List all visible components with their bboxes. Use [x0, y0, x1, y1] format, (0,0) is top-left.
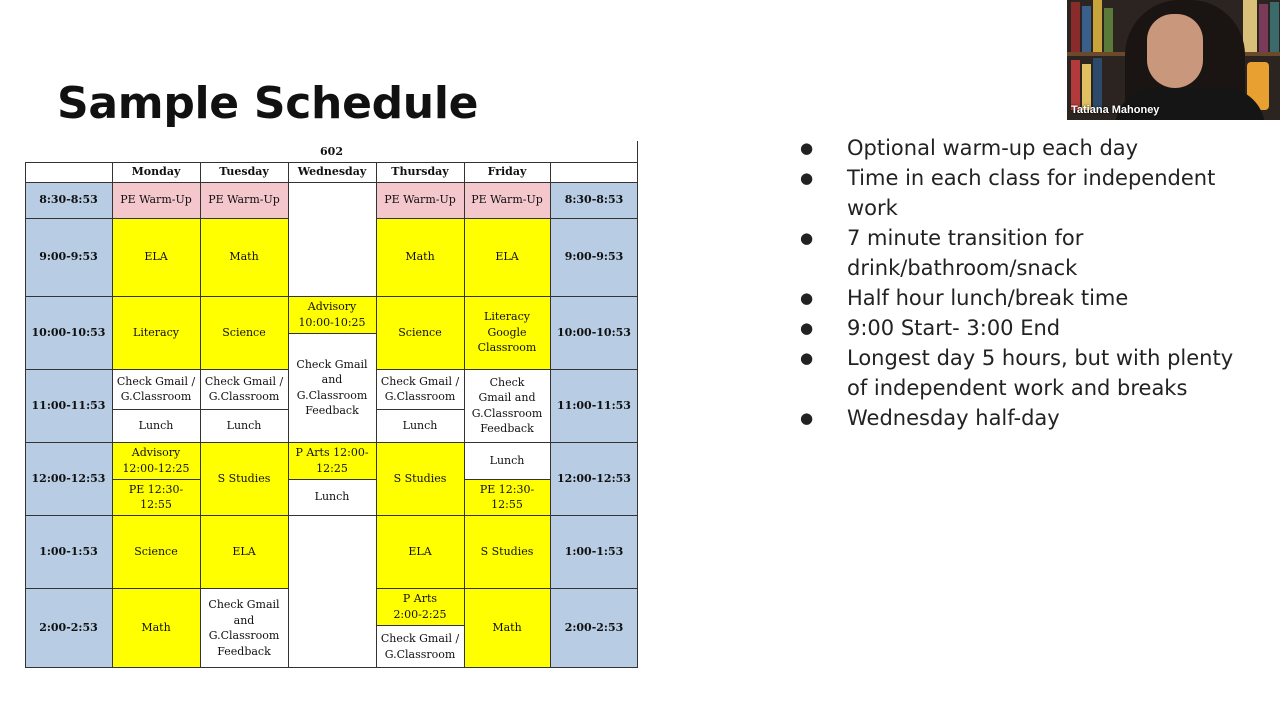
- wednesday-blank-top: [288, 182, 376, 296]
- monday-warmup: PE Warm-Up: [112, 182, 200, 218]
- time-left-1: 9:00-9:53: [25, 218, 112, 296]
- schedule-table: [25, 141, 638, 668]
- grid-line: [25, 588, 288, 589]
- time-left-0: 8:30-8:53: [25, 182, 112, 218]
- grid-line: [288, 333, 376, 334]
- wednesday-lunch: Lunch: [288, 479, 376, 515]
- grid-line: [376, 588, 638, 589]
- header-wednesday: Wednesday: [288, 162, 376, 182]
- thursday-p6a: P Arts 2:00-2:25: [376, 588, 464, 625]
- time-left-2: 10:00-10:53: [25, 296, 112, 369]
- tuesday-p6: Check Gmail and G.Classroom Feedback: [200, 588, 288, 668]
- tuesday-p1: Math: [200, 218, 288, 296]
- bullet-item: ● Optional warm-up each day: [800, 133, 1240, 163]
- book-icon: [1104, 8, 1113, 52]
- bullet-list: [800, 133, 1240, 433]
- grid-line: [200, 162, 201, 668]
- thursday-warmup: PE Warm-Up: [376, 182, 464, 218]
- monday-p2: Literacy: [112, 296, 200, 369]
- time-right-4: 12:00-12:53: [550, 442, 638, 515]
- book-icon: [1270, 2, 1279, 52]
- grid-line: [112, 479, 200, 480]
- time-right-3: 11:00-11:53: [550, 369, 638, 442]
- grid-line: [464, 162, 465, 668]
- grid-line: [25, 667, 638, 668]
- grid-line: [25, 182, 638, 183]
- book-icon: [1093, 58, 1102, 110]
- time-left-3: 11:00-11:53: [25, 369, 112, 442]
- class-code: 602: [25, 141, 638, 162]
- time-left-6: 2:00-2:53: [25, 588, 112, 668]
- monday-p3b: Lunch: [112, 409, 200, 442]
- book-icon: [1071, 2, 1080, 52]
- thursday-p3b: Lunch: [376, 409, 464, 442]
- book-icon: [1082, 6, 1091, 52]
- friday-warmup: PE Warm-Up: [464, 182, 550, 218]
- monday-p4a: Advisory 12:00-12:25: [112, 442, 200, 479]
- grid-line: [25, 296, 638, 297]
- friday-p6: Math: [464, 588, 550, 668]
- friday-p5: S Studies: [464, 515, 550, 588]
- participant-name: Tatiana Mahoney: [1071, 104, 1160, 116]
- tuesday-p3a: Check Gmail / G.Classroom: [200, 369, 288, 409]
- grid-line: [25, 162, 638, 163]
- time-right-5: 1:00-1:53: [550, 515, 638, 588]
- grid-line: [376, 218, 638, 219]
- header-tuesday: Tuesday: [200, 162, 288, 182]
- time-left-5: 1:00-1:53: [25, 515, 112, 588]
- book-icon: [1259, 4, 1268, 52]
- grid-line: [25, 515, 638, 516]
- grid-line: [637, 141, 638, 668]
- monday-p6: Math: [112, 588, 200, 668]
- time-right-0: 8:30-8:53: [550, 182, 638, 218]
- grid-line: [288, 479, 376, 480]
- time-left-4: 12:00-12:53: [25, 442, 112, 515]
- grid-line: [376, 162, 377, 668]
- monday-p1: ELA: [112, 218, 200, 296]
- friday-p1: ELA: [464, 218, 550, 296]
- book-icon: [1071, 60, 1080, 110]
- header-thursday: Thursday: [376, 162, 464, 182]
- slide-title: Sample Schedule: [57, 78, 479, 129]
- wednesday-check: Check Gmail and G.Classroom Feedback: [288, 333, 376, 442]
- time-right-2: 10:00-10:53: [550, 296, 638, 369]
- book-icon: [1093, 0, 1102, 52]
- thursday-p3a: Check Gmail / G.Classroom: [376, 369, 464, 409]
- grid-line: [288, 162, 289, 668]
- thursday-p4: S Studies: [376, 442, 464, 515]
- wednesday-parts: P Arts 12:00-12:25: [288, 442, 376, 479]
- grid-line: [376, 625, 464, 626]
- grid-line: [25, 218, 288, 219]
- friday-p4a: Lunch: [464, 442, 550, 479]
- monday-p4b: PE 12:30-12:55: [112, 479, 200, 515]
- tuesday-warmup: PE Warm-Up: [200, 182, 288, 218]
- time-right-6: 2:00-2:53: [550, 588, 638, 668]
- tuesday-p3b: Lunch: [200, 409, 288, 442]
- grid-line: [376, 369, 638, 370]
- bullet-item: ● Time in each class for independent work: [800, 163, 1240, 223]
- monday-p3a: Check Gmail / G.Classroom: [112, 369, 200, 409]
- friday-p4b: PE 12:30-12:55: [464, 479, 550, 515]
- header-friday: Friday: [464, 162, 550, 182]
- thursday-p2: Science: [376, 296, 464, 369]
- friday-p2: Literacy Google Classroom: [464, 296, 550, 369]
- wednesday-advisory: Advisory 10:00-10:25: [288, 296, 376, 333]
- monday-p5: Science: [112, 515, 200, 588]
- thursday-p5: ELA: [376, 515, 464, 588]
- bullet-item: ● Half hour lunch/break time: [800, 283, 1240, 313]
- tuesday-p4: S Studies: [200, 442, 288, 515]
- bullet-item: ● 9:00 Start- 3:00 End: [800, 313, 1240, 343]
- friday-p3: Check Gmail and G.Classroom Feedback: [464, 369, 550, 442]
- grid-line: [25, 369, 288, 370]
- participant-video-tile[interactable]: [1067, 0, 1280, 120]
- tuesday-p5: ELA: [200, 515, 288, 588]
- bullet-item: ● 7 minute transition for drink/bathroom/snack: [800, 223, 1240, 283]
- header-monday: Monday: [112, 162, 200, 182]
- person-face: [1147, 14, 1203, 88]
- bullet-item: ● Wednesday half-day: [800, 403, 1240, 433]
- time-right-1: 9:00-9:53: [550, 218, 638, 296]
- grid-line: [550, 162, 551, 668]
- thursday-p6b: Check Gmail / G.Classroom: [376, 625, 464, 668]
- book-icon: [1243, 0, 1257, 52]
- bullet-item: ● Longest day 5 hours, but with plenty of independent work and breaks: [800, 343, 1240, 403]
- grid-line: [25, 162, 26, 668]
- thursday-p1: Math: [376, 218, 464, 296]
- tuesday-p2: Science: [200, 296, 288, 369]
- grid-line: [112, 162, 113, 668]
- grid-line: [25, 442, 638, 443]
- grid-line: [376, 409, 464, 410]
- grid-line: [464, 479, 550, 480]
- wednesday-blank-bottom: [288, 515, 376, 668]
